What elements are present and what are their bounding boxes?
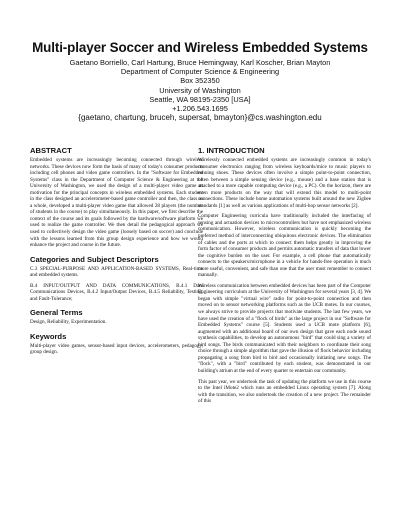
keywords-text: Multi-player video games, sensor-based input devices, accelerometers, pedagogy, group design. — [30, 342, 203, 356]
author-department: Department of Computer Science & Engineering — [120, 67, 280, 77]
keywords-heading: Keywords — [30, 331, 67, 341]
author-names: Gaetano Borriello, Carl Hartung, Bruce Hemingway, Karl Koscher, Brian Mayton — [69, 58, 331, 67]
intro-paragraph-3: Wireless communication between embedded devices has been part of the Computer Engineering curriculum at the University of Washington for several years [3, 4]. We began with simple "virtual wire" radio for point-to-point connection and then moved on to sensor networking platforms such as the UCB motes. In our courses, we always strive to provide projects that motivate students. The last few years, we have used the creation of a "flock of birds" as the large project in our "Software for Embedded Systems" course [5]. Students used a UCB mote platform [6], augmented with an additional board of our own design that gave each node sound synthesis capabilities, to develop an autonomous "bird" that could sing a variety of bird songs. The birds communicated with their neighbors to coordinate their song choice through a simple algorithm that gave the illusion of flock behavior including propagating a song from bird to bird and occasionally initiating new songs. The "flock", with a "bird" contributed by each student, was demonstrated in our building's atrium at the end of every quarter to entertain our community. — [198, 282, 371, 374]
intro-paragraph-4: This past year, we undertook the task of updating the platform we use in this course to the Intel iMote2 which runs an embedded Linux operating system [7]. Along with the transition, we also undertook the creation of a new project. The remainder of this — [198, 378, 371, 405]
intro-paragraph-2: Computer Engineering curricula have traditionally included the interfacing of sensing and actuation devices to microcontrollers but have not emphasized wireless communication. However, wireless communication is quickly becoming the preferred method of interconnecting ubiquitous electronic devices. The elimination of cables and the ports at which to connect them helps greatly in improving the form factor of consumer products and permits automatic transfers of data that lower the cognitive burden on the user. For example, a cell phone that automatically connects to the speakers/microphone in a vehicle for hands-free operation is much more useful, convenient, and safe than one that the user must remember to connect manually. — [198, 213, 371, 279]
general-terms-heading: General Terms — [30, 308, 83, 318]
abstract-heading: ABSTRACT — [30, 146, 72, 155]
left-column — [30, 146, 203, 360]
categories-text-1: C.3 SPECIAL-PURPOSE AND APPLICATION-BASED SYSTEMS, Real-time and embedded systems. — [30, 265, 203, 279]
introduction-heading: 1. INTRODUCTION — [198, 146, 265, 155]
general-terms-text: Design, Reliability, Experimentation. — [30, 319, 107, 326]
paper-title: Multi-player Soccer and Wireless Embedded Systems — [32, 40, 368, 55]
categories-heading: Categories and Subject Descriptors — [30, 254, 159, 264]
abstract-text: Embedded systems are increasingly becoming connected through wireless networks. These devices now form the basis of many of today's consumer products including cell phones and video game controllers. In the "Software for Embedded Systems" class in the Department of Computer Science & Engineering at the University of Washington, we used the design of a multi-player video game as motivation for the principal concepts in wireless embedded systems. Each student in the class designed an accelerometer-based game controller and then, the class as a whole, developed a multi-player video game that allowed 28 players (the number of students in the course) to play simultaneously. In this paper, we first describe the context of the course and its goals followed by the hardware/software platform we used to realize the game controller. We then detail the pedagogical approach we used to collectively design the video game (loosely based on soccer) and conclude with the lessons learned from this group design experience and how we would enhance the project and course in the future. — [30, 157, 203, 249]
right-column — [198, 146, 371, 409]
author-university: University of Washington — [159, 85, 241, 95]
intro-paragraph-1: Wirelessly connected embedded systems are increasingly common in today's consumer electronics ranging from wireless keyboards/mice to music players to running shoes. These devices often involve a simple point-to-point connection, often between a simple sensing device (e.g., mouse) and a base station that is attached to a more capable computing device (e.g., a PC). On the horizon, there are even more products on the way that will extend this model to multi-point connections. These include home automation systems built around the new Zigbee standards [1] as well as various applications of multi-hop sensor networks [2]. — [198, 157, 371, 209]
author-phone: +1.206.543.1695 — [172, 104, 228, 114]
author-box: Box 352350 — [180, 76, 220, 86]
categories-text-2: B.4 INPUT/OUTPUT AND DATA COMMUNICATIONS, B.4.1 Data Communications Devices, B.4.2 Input/Output Devices, B.4.5 Reliability, Testing, and Fault-Tolerance; — [30, 282, 203, 302]
author-city: Seattle, WA 98195-2350 [USA] — [149, 94, 251, 104]
author-emails: {gaetano, chartung, bruceh, supersat, bmayton}@cs.washington.edu — [78, 113, 322, 123]
author-block — [0, 58, 400, 123]
